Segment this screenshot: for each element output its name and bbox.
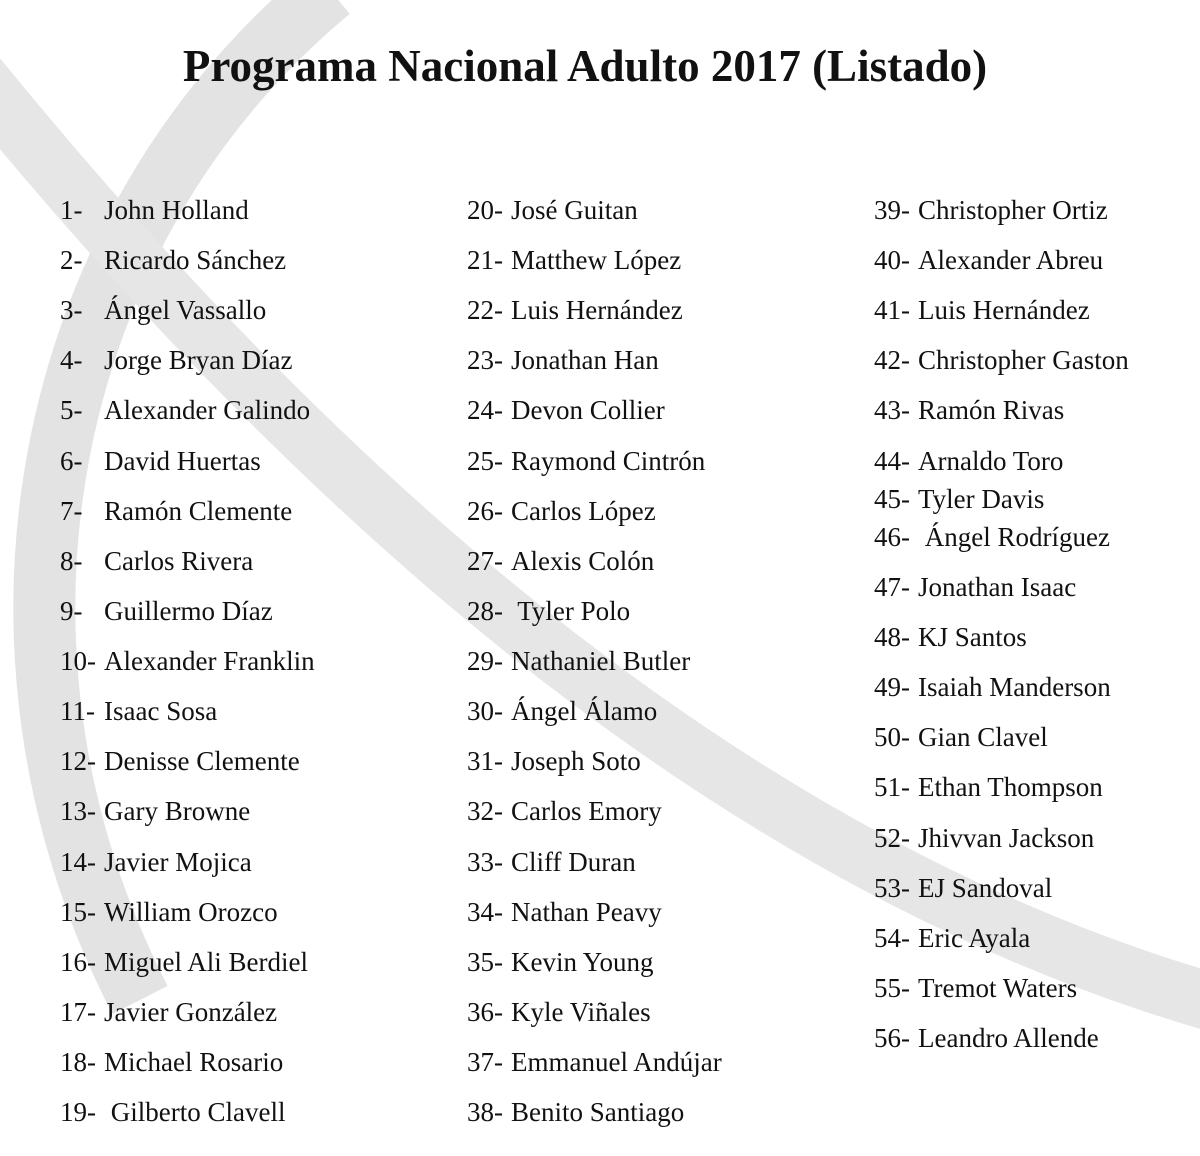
roster-entry — [874, 392, 1064, 428]
entry-number: 6- — [60, 446, 83, 476]
entry-number: 50- — [874, 722, 910, 752]
player-name: Gilberto Clavell — [104, 1097, 286, 1127]
roster-entry — [467, 443, 705, 479]
roster-entry — [60, 392, 310, 428]
entry-number: 9- — [60, 596, 83, 626]
entry-number: 49- — [874, 672, 910, 702]
entry-number: 54- — [874, 923, 910, 953]
entry-number: 34- — [467, 897, 503, 927]
player-name: Jonathan Han — [511, 345, 659, 375]
player-name: Miguel Ali Berdiel — [104, 947, 308, 977]
player-name: Leandro Allende — [918, 1023, 1099, 1053]
entry-number: 52- — [874, 823, 910, 853]
entry-number: 22- — [467, 295, 503, 325]
roster-entry — [467, 292, 683, 328]
entry-number: 26- — [467, 496, 503, 526]
roster-entry — [874, 920, 1030, 956]
entry-number: 24- — [467, 395, 503, 425]
entry-number: 41- — [874, 295, 910, 325]
player-name: Jonathan Isaac — [918, 572, 1077, 602]
roster-entry — [467, 342, 659, 378]
player-name: Alexander Franklin — [104, 646, 315, 676]
player-name: Javier González — [104, 997, 278, 1027]
player-name: Alexander Abreu — [918, 245, 1104, 275]
roster-entry — [874, 619, 1027, 655]
roster-entry — [874, 519, 1110, 555]
player-name: Isaac Sosa — [104, 696, 218, 726]
entry-number: 17- — [60, 997, 96, 1027]
entry-number: 1- — [60, 195, 83, 225]
entry-number: 25- — [467, 446, 503, 476]
roster-entry — [874, 342, 1129, 378]
roster-entry — [467, 743, 641, 779]
entry-number: 23- — [467, 345, 503, 375]
player-name: Ángel Vassallo — [104, 295, 267, 325]
player-name: Nathan Peavy — [511, 897, 662, 927]
player-name: Ethan Thompson — [918, 772, 1103, 802]
roster-entry — [467, 793, 662, 829]
player-name: Emmanuel Andújar — [511, 1047, 722, 1077]
roster-entry — [467, 693, 657, 729]
entry-number: 53- — [874, 873, 910, 903]
entry-number: 28- — [467, 596, 503, 626]
entry-number: 55- — [874, 973, 910, 1003]
roster-entry — [467, 543, 654, 579]
roster-entry — [874, 1020, 1099, 1056]
roster-entry — [60, 593, 273, 629]
player-name: Luis Hernández — [511, 295, 683, 325]
roster-entry — [467, 643, 690, 679]
entry-number: 2- — [60, 245, 83, 275]
player-name: Carlos Emory — [511, 796, 662, 826]
roster-entry — [60, 944, 308, 980]
player-name: Tyler Davis — [918, 484, 1045, 514]
roster-entry — [874, 820, 1094, 856]
roster-entry — [60, 793, 250, 829]
player-name: Raymond Cintrón — [511, 446, 706, 476]
roster-entry — [60, 1044, 283, 1080]
entry-number: 18- — [60, 1047, 96, 1077]
entry-number: 31- — [467, 746, 503, 776]
player-name: David Huertas — [104, 446, 261, 476]
player-name: Gian Clavel — [918, 722, 1048, 752]
player-name: Alexander Galindo — [104, 395, 311, 425]
entry-number: 35- — [467, 947, 503, 977]
entry-number: 19- — [60, 1097, 96, 1127]
player-name: Tyler Polo — [511, 596, 631, 626]
entry-number: 14- — [60, 847, 96, 877]
player-name: Jorge Bryan Díaz — [104, 345, 293, 375]
entry-number: 37- — [467, 1047, 503, 1077]
entry-number: 32- — [467, 796, 503, 826]
entry-number: 10- — [60, 646, 96, 676]
player-name: Jhivvan Jackson — [918, 823, 1095, 853]
roster-entry — [874, 481, 1044, 517]
player-name: Luis Hernández — [918, 295, 1090, 325]
player-name: Alexis Colón — [511, 546, 655, 576]
entry-number: 13- — [60, 796, 96, 826]
entry-number: 45- — [874, 484, 910, 514]
roster-entry — [467, 593, 630, 629]
roster-entry — [60, 292, 266, 328]
roster-entry — [60, 994, 277, 1030]
entry-number: 39- — [874, 195, 910, 225]
player-name: EJ Sandoval — [918, 873, 1053, 903]
roster-entry — [467, 894, 662, 930]
player-name: Ramón Rivas — [918, 395, 1065, 425]
entry-number: 7- — [60, 496, 83, 526]
entry-number: 40- — [874, 245, 910, 275]
roster-entry — [467, 1094, 684, 1130]
entry-number: 12- — [60, 746, 96, 776]
player-name: Kyle Viñales — [511, 997, 651, 1027]
player-name: Ramón Clemente — [104, 496, 293, 526]
player-name: Christopher Gaston — [918, 345, 1129, 375]
player-name: Matthew López — [511, 245, 682, 275]
entry-number: 48- — [874, 622, 910, 652]
player-name: Carlos López — [511, 496, 656, 526]
entry-number: 33- — [467, 847, 503, 877]
player-name: Tremot Waters — [918, 973, 1078, 1003]
player-name: Joseph Soto — [511, 746, 641, 776]
roster-entry — [874, 569, 1076, 605]
player-name: Eric Ayala — [918, 923, 1031, 953]
entry-number: 56- — [874, 1023, 910, 1053]
roster-entry — [874, 719, 1048, 755]
entry-number: 15- — [60, 897, 96, 927]
roster-entry — [60, 443, 261, 479]
entry-number: 4- — [60, 345, 83, 375]
roster-entry — [874, 192, 1108, 228]
entry-number: 3- — [60, 295, 83, 325]
roster-entry — [467, 944, 654, 980]
roster-entry — [467, 192, 638, 228]
player-name: Michael Rosario — [104, 1047, 284, 1077]
player-name: Denisse Clemente — [104, 746, 300, 776]
entry-number: 42- — [874, 345, 910, 375]
roster-entry — [467, 242, 681, 278]
player-name: José Guitan — [511, 195, 638, 225]
entry-number: 36- — [467, 997, 503, 1027]
player-name: Ángel Rodríguez — [918, 522, 1110, 552]
roster-entry — [874, 870, 1052, 906]
roster-entry — [874, 970, 1077, 1006]
roster-entry — [874, 669, 1111, 705]
player-name: Devon Collier — [511, 395, 665, 425]
player-name: Guillermo Díaz — [104, 596, 273, 626]
entry-number: 43- — [874, 395, 910, 425]
player-name: William Orozco — [104, 897, 278, 927]
roster-entry — [60, 342, 292, 378]
player-name: Carlos Rivera — [104, 546, 254, 576]
roster-entry — [60, 844, 252, 880]
entry-number: 46- — [874, 522, 910, 552]
entry-number: 29- — [467, 646, 503, 676]
roster-entry — [467, 493, 656, 529]
entry-number: 16- — [60, 947, 96, 977]
player-name: Ángel Álamo — [511, 696, 658, 726]
entry-number: 27- — [467, 546, 503, 576]
entry-number: 21- — [467, 245, 503, 275]
roster-entry — [467, 994, 651, 1030]
player-name: John Holland — [104, 195, 249, 225]
roster-entry — [467, 392, 665, 428]
entry-number: 8- — [60, 546, 83, 576]
entry-number: 47- — [874, 572, 910, 602]
player-name: Arnaldo Toro — [918, 446, 1064, 476]
player-name: Isaiah Manderson — [918, 672, 1111, 702]
player-name: Nathaniel Butler — [511, 646, 691, 676]
entry-number: 20- — [467, 195, 503, 225]
page-title: Programa Nacional Adulto 2017 (Listado) — [182, 41, 988, 91]
entry-number: 5- — [60, 395, 83, 425]
roster-entry — [60, 192, 249, 228]
roster-entry — [874, 242, 1103, 278]
roster-entry — [60, 643, 315, 679]
roster-entry — [874, 443, 1063, 479]
player-name: Gary Browne — [104, 796, 251, 826]
player-name: Javier Mojica — [104, 847, 252, 877]
roster-entry — [60, 743, 300, 779]
roster-entry — [874, 769, 1103, 805]
player-name: Benito Santiago — [511, 1097, 685, 1127]
entry-number: 11- — [60, 696, 95, 726]
roster-entry — [874, 292, 1090, 328]
roster-entry — [60, 693, 217, 729]
player-name: Ricardo Sánchez — [104, 245, 287, 275]
player-name: KJ Santos — [918, 622, 1027, 652]
entry-number: 44- — [874, 446, 910, 476]
roster-entry — [60, 242, 286, 278]
player-name: Cliff Duran — [511, 847, 636, 877]
roster-entry — [60, 894, 278, 930]
player-name: Christopher Ortiz — [918, 195, 1108, 225]
entry-number: 38- — [467, 1097, 503, 1127]
roster-entry — [467, 844, 636, 880]
roster-entry — [467, 1044, 722, 1080]
roster-entry — [60, 1094, 285, 1130]
roster-entry — [60, 493, 292, 529]
roster-entry — [60, 543, 253, 579]
player-name: Kevin Young — [511, 947, 654, 977]
entry-number: 51- — [874, 772, 910, 802]
entry-number: 30- — [467, 696, 503, 726]
